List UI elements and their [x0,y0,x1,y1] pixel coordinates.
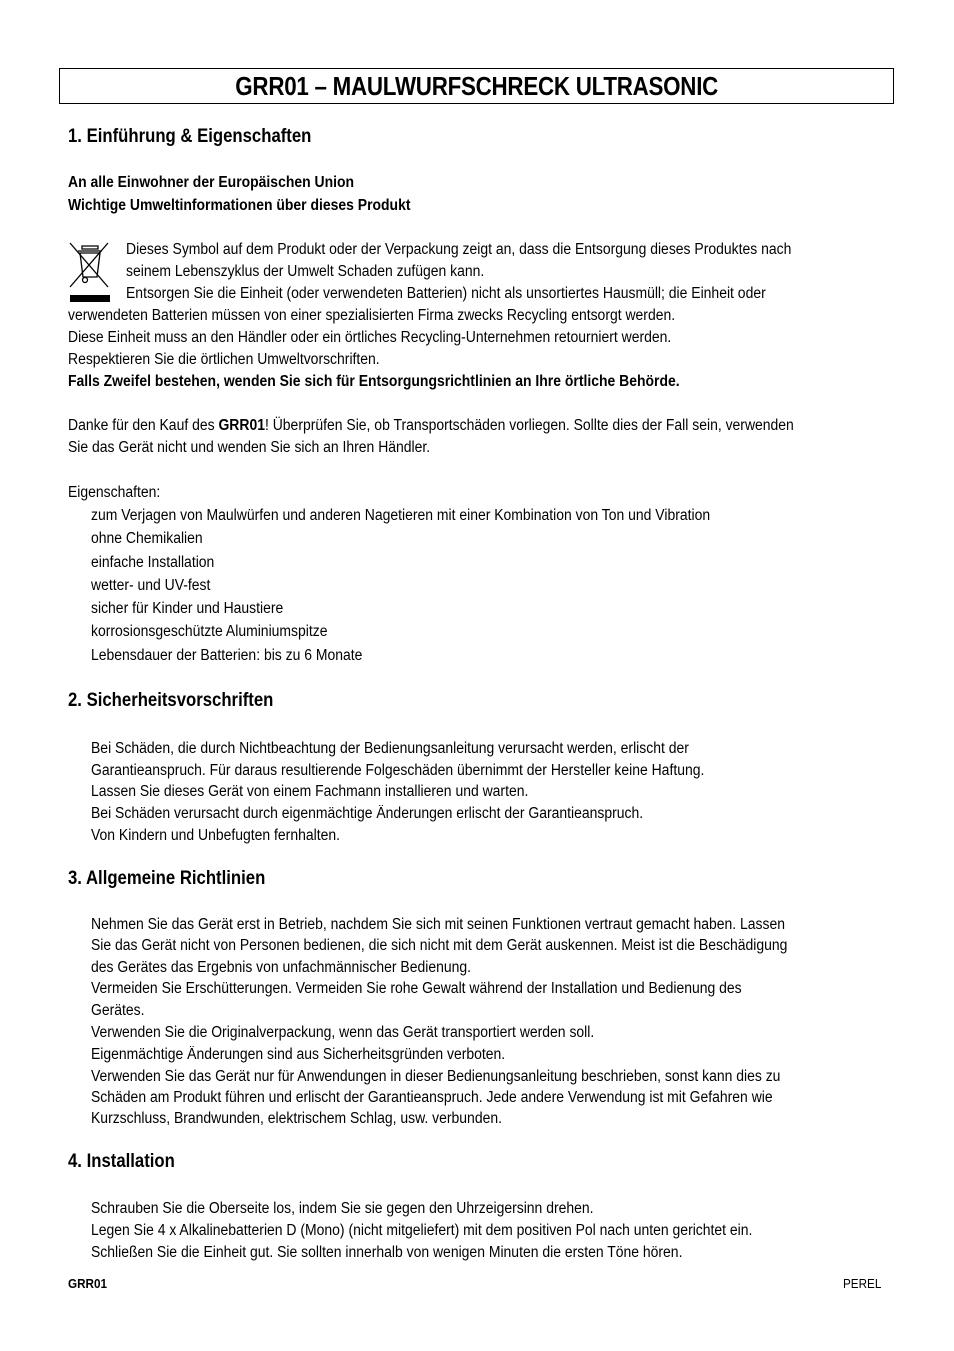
safety-line: Von Kindern und Unbefugten fernhalten. [91,827,340,844]
safety-line: Bei Schäden, die durch Nichtbeachtung der Bedienungsanleitung verursacht werden, erlischt der [91,740,689,757]
document-title: GRR01 – MAULWURFSCHRECK ULTRASONIC [235,70,718,101]
symbol-text-line: verwendeten Batterien müssen von einer spezialisierten Firma zwecks Recycling entsorgt werden. [68,307,676,324]
symbol-text-line: Entsorgen Sie die Einheit (oder verwendeten Batterien) nicht als unsortiertes Hausmüll; die Einheit oder [126,285,766,302]
feature-item: Lebensdauer der Batterien: bis zu 6 Monate [91,647,363,664]
symbol-text-line: Diese Einheit muss an den Händler oder ein örtliches Recycling-Unternehmen retourniert werden. [68,329,672,346]
safety-line: Lassen Sie dieses Gerät von einem Fachmann installieren und warten. [91,783,529,800]
guideline-line: Vermeiden Sie Erschütterungen. Vermeiden Sie rohe Gewalt während der Installation und Bedienung des [91,980,742,997]
safety-line: Bei Schäden verursacht durch eigenmächtige Änderungen erlischt der Garantieanspruch. [91,805,644,822]
feature-item: wetter- und UV-fest [91,577,211,594]
thanks-line-2: Sie das Gerät nicht und wenden Sie sich an Ihren Händler. [68,439,431,456]
feature-item: korrosionsgeschützte Aluminiumspitze [91,623,328,640]
section-4-heading: 4. Installation [68,1151,175,1172]
feature-item: einfache Installation [91,554,215,571]
title-box [59,68,894,104]
eu-line-1: An alle Einwohner der Europäischen Union [68,174,355,191]
thanks-paragraph [68,416,794,436]
guideline-line: des Gerätes das Ergebnis von unfachmännischer Bedienung. [91,959,471,976]
installation-line: Legen Sie 4 x Alkalinebatterien D (Mono) (nicht mitgeliefert) mit dem positiven Pol nach unten gerichtet ein. [91,1222,753,1239]
section-3-heading: 3. Allgemeine Richtlinien [68,868,266,889]
symbol-text-line: seinem Lebenszyklus der Umwelt Schaden zufügen kann. [126,263,485,280]
feature-item: sicher für Kinder und Haustiere [91,600,284,617]
section-1-heading: 1. Einführung & Eigenschaften [68,126,312,147]
guideline-line: Eigenmächtige Änderungen sind aus Sicherheitsgründen verboten. [91,1046,506,1063]
symbol-text-line: Respektieren Sie die örtlichen Umweltvorschriften. [68,351,380,368]
bold-notice: Falls Zweifel bestehen, wenden Sie sich für Entsorgungsrichtlinien an Ihre örtliche Behörde. [68,373,680,390]
safety-line: Garantieanspruch. Für daraus resultierende Folgeschäden übernimmt der Hersteller keine Haftung. [91,762,705,779]
installation-line: Schließen Sie die Einheit gut. Sie sollten innerhalb von wenigen Minuten die ersten Töne hören. [91,1244,683,1261]
thanks-pre: Danke für den Kauf des [68,417,219,434]
guideline-line: Gerätes. [91,1002,145,1019]
footer-brand: PEREL [843,1276,882,1291]
model-name: GRR01 [218,417,265,434]
features-label: Eigenschaften: [68,484,161,501]
thanks-post: ! Überprüfen Sie, ob Transportschäden vorliegen. Sollte dies der Fall sein, verwenden [264,417,794,434]
eu-line-2: Wichtige Umweltinformationen über dieses Produkt [68,197,411,214]
guideline-line: Kurzschluss, Brandwunden, elektrischem Schlag, usw. verbunden. [91,1110,502,1127]
guideline-line: Nehmen Sie das Gerät erst in Betrieb, nachdem Sie sich mit seinen Funktionen vertraut gemacht haben. Lassen [91,916,786,933]
feature-item: ohne Chemikalien [91,530,203,547]
feature-item: zum Verjagen von Maulwürfen und anderen Nagetieren mit einer Kombination von Ton und Vibration [91,507,711,524]
installation-line: Schrauben Sie die Oberseite los, indem Sie sie gegen den Uhrzeigersinn drehen. [91,1200,594,1217]
symbol-text-line: Dieses Symbol auf dem Produkt oder der Verpackung zeigt an, dass die Entsorgung dieses Produktes nach [126,241,792,258]
guideline-line: Sie das Gerät nicht von Personen bedienen, die sich nicht mit dem Gerät auskennen. Meist ist die Beschädigung [91,937,788,954]
footer-model: GRR01 [68,1276,108,1291]
guideline-line: Schäden am Produkt führen und erlischt der Garantieanspruch. Jede andere Verwendung ist mit Gefahren wie [91,1089,773,1106]
guideline-line: Verwenden Sie das Gerät nur für Anwendungen in dieser Bedienungsanleitung beschrieben, sonst kann dies zu [91,1068,781,1085]
weee-bin-icon [68,239,112,303]
guideline-line: Verwenden Sie die Originalverpackung, wenn das Gerät transportiert werden soll. [91,1024,595,1041]
section-2-heading: 2. Sicherheitsvorschriften [68,690,274,711]
